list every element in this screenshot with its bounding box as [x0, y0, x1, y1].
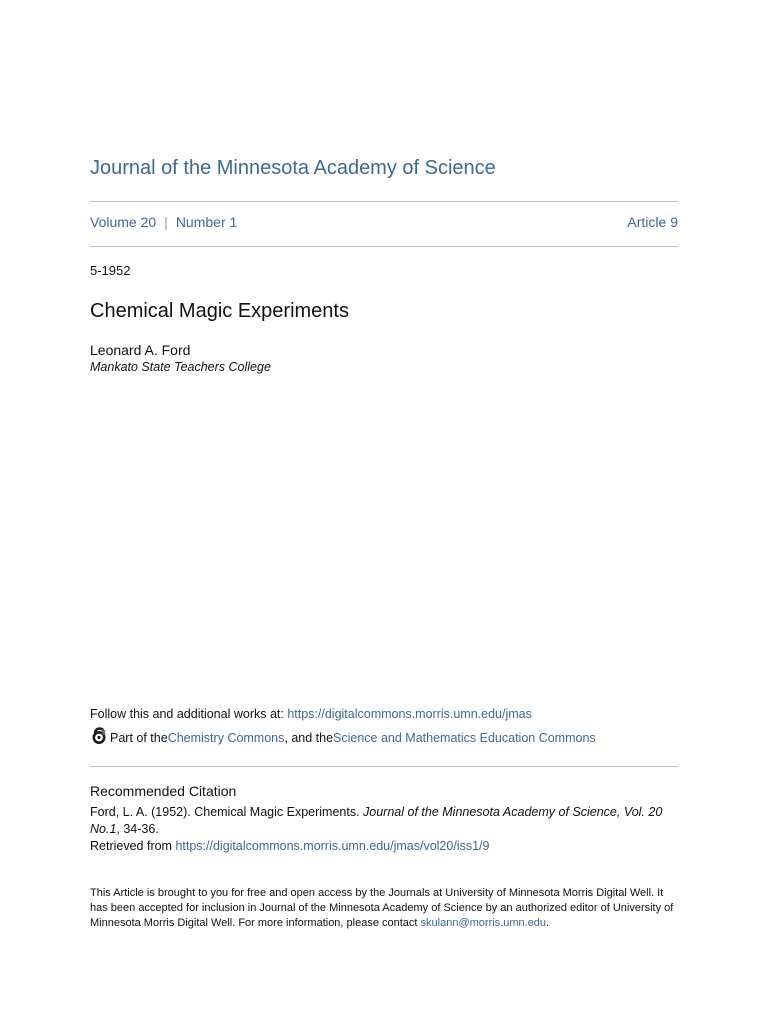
publication-date: 5-1952	[90, 263, 131, 278]
follow-text: Follow this and additional works at:	[90, 707, 288, 721]
chemistry-commons-link[interactable]: Chemistry Commons	[167, 731, 285, 745]
issue-divider	[90, 246, 678, 247]
science-math-education-commons-link[interactable]: Science and Mathematics Education Commons	[333, 731, 596, 745]
citation-divider	[90, 766, 678, 767]
journal-title-link[interactable]: Journal of the Minnesota Academy of Science	[90, 157, 496, 179]
recommended-citation-heading: Recommended Citation	[90, 783, 237, 799]
footer-end: .	[546, 917, 550, 929]
retrieved-url-link[interactable]: https://digitalcommons.morris.umn.edu/jmas/vol20/iss1/9	[175, 839, 490, 853]
part-of-prefix: Part of the	[110, 731, 168, 745]
citation-start: Ford, L. A. (1952). Chemical Magic Experiments.	[90, 805, 364, 819]
citation-journal: Journal of the Minnesota Academy of Science, Vol. 20 No.1	[90, 805, 663, 836]
cover-page	[90, 0, 678, 1024]
citation-pages: , 34-36.	[116, 822, 159, 836]
citation-text	[90, 804, 678, 855]
contact-email-link[interactable]: skulann@morris.umn.edu	[420, 917, 547, 929]
follow-url-link[interactable]: https://digitalcommons.morris.umn.edu/jmas	[287, 707, 532, 721]
article-number-link[interactable]: Article 9	[627, 214, 678, 230]
part-of-middle: , and the	[284, 731, 334, 745]
author-name: Leonard A. Ford	[90, 342, 191, 358]
open-access-icon	[90, 727, 108, 745]
issue-bar	[90, 214, 678, 230]
top-divider	[90, 201, 678, 202]
number-link[interactable]: Number 1	[175, 214, 238, 230]
issue-separator: |	[164, 214, 168, 230]
author-affiliation: Mankato State Teachers College	[90, 360, 271, 374]
part-of-line	[90, 729, 596, 747]
article-title: Chemical Magic Experiments	[90, 300, 349, 322]
footer-text: This Article is brought to you for free and open access by the Journals at University of Minnesota Morris Digital Well. It has been accepted for inclusion in Journal of the Minnesota Academy of Science by an authorized editor of University of Minnesota Morris Digital Well. For more information, please contact	[90, 887, 674, 929]
retrieved-prefix: Retrieved from	[90, 839, 176, 853]
follow-line	[90, 707, 532, 721]
volume-link[interactable]: Volume 20	[90, 214, 157, 230]
footer-note	[90, 886, 678, 931]
